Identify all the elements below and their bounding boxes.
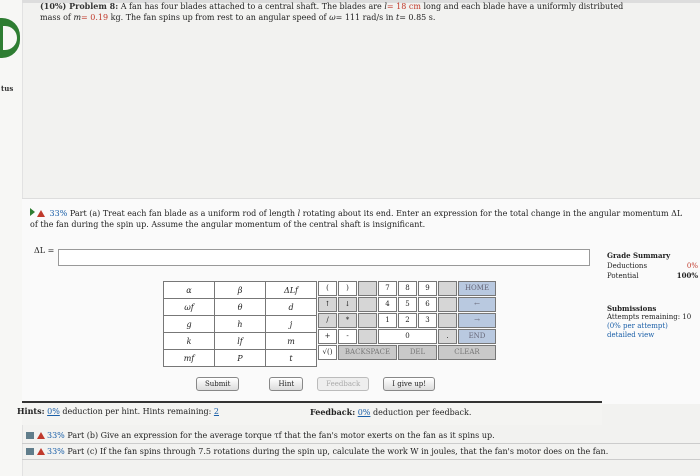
- omega-symbol: ω: [329, 13, 336, 22]
- key-blank: [438, 297, 457, 312]
- var-j[interactable]: j: [266, 316, 317, 333]
- var-omega[interactable]: ωf: [164, 299, 215, 316]
- problem-text-4: kg. The fan spins up from rest to an angular speed of: [110, 13, 327, 22]
- collapsed-box-icon: [26, 432, 34, 439]
- var-d[interactable]: d: [266, 299, 317, 316]
- var-l[interactable]: lf: [215, 333, 266, 350]
- problem-text-1: A fan has four blades attached to a central shaft. The blades are: [120, 2, 382, 11]
- hints-prefix: Hints:: [17, 406, 45, 416]
- variable-table: [163, 281, 317, 367]
- key-dot[interactable]: .: [438, 329, 457, 344]
- give-up-button[interactable]: I give up!: [383, 377, 435, 391]
- attempts-remaining: Attempts remaining: 10: [607, 313, 692, 321]
- problem-statement: [40, 0, 700, 40]
- var-theta[interactable]: θ: [215, 299, 266, 316]
- part-a-label: Part (a): [69, 209, 101, 218]
- key-blank: [358, 313, 377, 328]
- key-blank: [358, 329, 377, 344]
- hints-info: [17, 406, 219, 416]
- key-blank: [438, 281, 457, 296]
- potential-label: Potential: [607, 272, 639, 280]
- key-0[interactable]: 0: [378, 329, 437, 344]
- per-attempt: (0% per attempt): [607, 322, 668, 330]
- hints-remaining: 2: [213, 407, 219, 416]
- key-home[interactable]: HOME: [458, 281, 496, 296]
- key-backspace[interactable]: BACKSPACE: [338, 345, 397, 360]
- grade-summary: [607, 251, 700, 281]
- expand-arrow-icon[interactable]: [30, 208, 35, 216]
- key-6[interactable]: 6: [418, 297, 437, 312]
- key-down[interactable]: ↓: [338, 297, 357, 312]
- l-symbol-inline: l: [297, 209, 301, 218]
- part-c-text: If the fan spins through 7.5 rotations during the spin up, calculate the work W in joules, that the fan's motor does on the fan.: [99, 447, 609, 456]
- key-open-paren[interactable]: (: [318, 281, 337, 296]
- submissions-title: Submissions: [607, 304, 657, 313]
- answer-label: ΔL =: [34, 246, 55, 255]
- var-p[interactable]: P: [215, 350, 266, 367]
- key-blank: [358, 297, 377, 312]
- omega-value: = 111 rad/s in: [335, 13, 394, 22]
- key-del[interactable]: DEL: [398, 345, 437, 360]
- key-close-paren[interactable]: ): [338, 281, 357, 296]
- warning-icon: [37, 448, 45, 455]
- key-1[interactable]: 1: [378, 313, 397, 328]
- left-sidebar: [0, 0, 23, 476]
- var-alpha[interactable]: α: [164, 282, 215, 299]
- warning-icon: [37, 432, 45, 439]
- key-blank: [358, 281, 377, 296]
- feedback-info: [310, 407, 471, 417]
- submissions-panel: [607, 304, 700, 340]
- answer-input[interactable]: [58, 249, 590, 266]
- keypad: [318, 281, 496, 360]
- warning-icon: [37, 210, 45, 217]
- hint-button[interactable]: Hint: [269, 377, 303, 391]
- part-c-row[interactable]: [22, 444, 700, 460]
- key-5[interactable]: 5: [398, 297, 417, 312]
- key-2[interactable]: 2: [398, 313, 417, 328]
- key-right[interactable]: →: [458, 313, 496, 328]
- problem-text-2: long and each blade have a uniformly distributed: [423, 2, 624, 11]
- key-blank: [438, 313, 457, 328]
- var-g[interactable]: g: [164, 316, 215, 333]
- var-m[interactable]: m: [266, 333, 317, 350]
- part-a-percent: 33%: [49, 209, 68, 218]
- var-k[interactable]: k: [164, 333, 215, 350]
- l-value: = 18 cm: [386, 2, 421, 11]
- feedback-button[interactable]: Feedback: [317, 377, 369, 391]
- feedback-pct: 0%: [357, 408, 371, 417]
- part-b-label: Part (b): [67, 431, 99, 440]
- part-a-header: [30, 208, 695, 230]
- key-8[interactable]: 8: [398, 281, 417, 296]
- other-parts: [22, 428, 700, 460]
- m-symbol: m: [73, 13, 82, 22]
- problem-text-3: mass of: [40, 13, 71, 22]
- collapsed-box-icon: [26, 448, 34, 455]
- key-9[interactable]: 9: [418, 281, 437, 296]
- key-multiply[interactable]: *: [338, 313, 357, 328]
- feedback-text: deduction per feedback.: [372, 408, 472, 417]
- detailed-view-link[interactable]: detailed view: [607, 331, 655, 339]
- key-left[interactable]: ←: [458, 297, 496, 312]
- status-label: tus: [1, 84, 14, 93]
- m-value: = 0.19: [81, 13, 109, 22]
- var-delta-l[interactable]: ΔLf: [266, 282, 317, 299]
- hints-feedback-bar: [17, 401, 602, 425]
- part-a-text-3: of the fan during the spin up. Assume the angular momentum of the central shaft is insignificant.: [30, 220, 426, 229]
- t-value: = 0.85 s.: [399, 13, 436, 22]
- part-b-percent: 33%: [47, 431, 65, 440]
- hints-text: deduction per hint. Hints remaining:: [62, 407, 212, 416]
- key-clear[interactable]: CLEAR: [438, 345, 496, 360]
- hints-pct: 0%: [47, 407, 60, 416]
- potential-value: 100%: [676, 271, 698, 280]
- part-c-label: Part (c): [67, 447, 98, 456]
- grade-title: Grade Summary: [607, 251, 671, 260]
- problem-number: (10%) Problem 8:: [40, 1, 119, 11]
- var-mf[interactable]: mf: [164, 350, 215, 367]
- action-buttons: [196, 377, 435, 391]
- part-b-row[interactable]: [22, 428, 700, 444]
- key-7[interactable]: 7: [378, 281, 397, 296]
- key-up[interactable]: ↑: [318, 297, 337, 312]
- key-plus[interactable]: +: [318, 329, 337, 344]
- key-end[interactable]: END: [458, 329, 496, 344]
- key-sqrt[interactable]: √(): [318, 345, 337, 360]
- key-divide[interactable]: /: [318, 313, 337, 328]
- key-4[interactable]: 4: [378, 297, 397, 312]
- part-a-text-2: rotating about its end. Enter an expression for the total change in the angular momentum ΔL: [302, 209, 683, 218]
- t-symbol: t: [395, 13, 400, 22]
- feedback-prefix: Feedback:: [310, 407, 356, 417]
- var-t[interactable]: t: [266, 350, 317, 367]
- deductions-label: Deductions: [607, 262, 648, 270]
- part-b-text: Give an expression for the average torque τf that the fan's motor exerts on the fan as it spins up.: [100, 431, 495, 440]
- l-symbol: l: [384, 2, 387, 11]
- key-minus[interactable]: -: [338, 329, 357, 344]
- submit-button[interactable]: Submit: [196, 377, 239, 391]
- part-c-percent: 33%: [47, 447, 65, 456]
- var-beta[interactable]: β: [215, 282, 266, 299]
- part-a-text-1: Treat each fan blade as a uniform rod of length: [102, 209, 296, 218]
- deductions-value: 0%: [686, 262, 698, 270]
- key-3[interactable]: 3: [418, 313, 437, 328]
- var-h[interactable]: h: [215, 316, 266, 333]
